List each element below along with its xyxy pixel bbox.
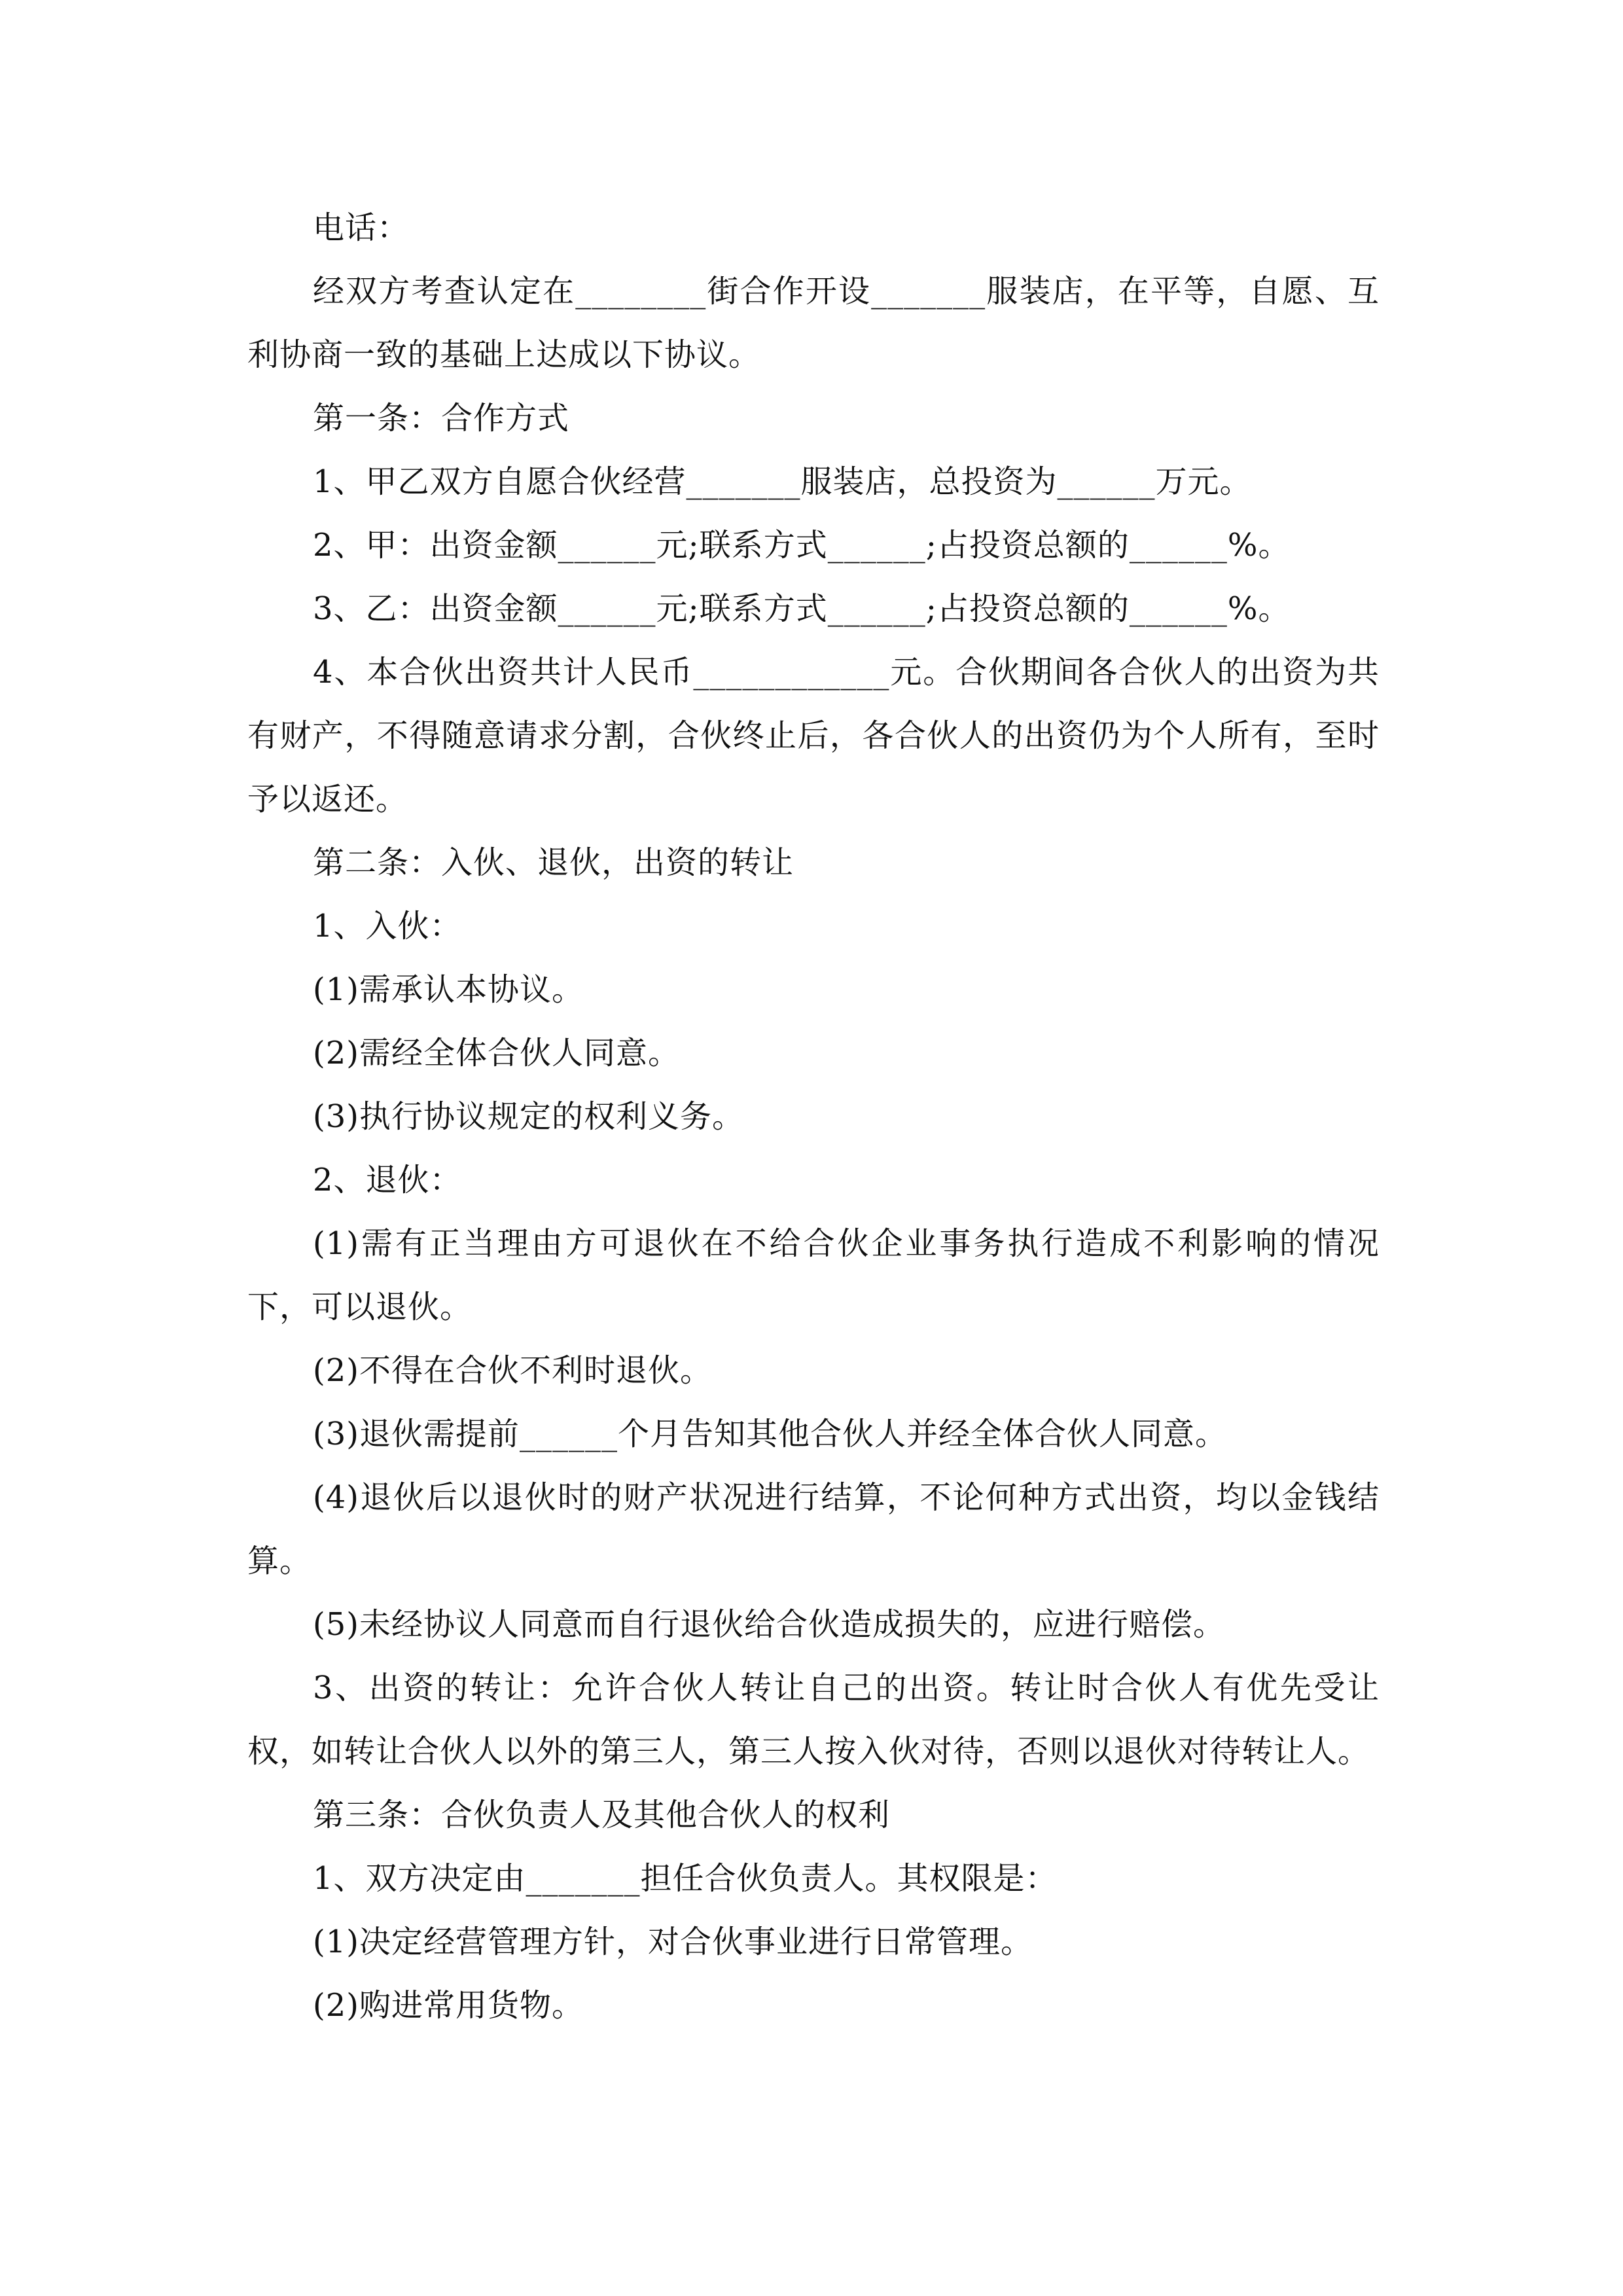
paragraph: (2)需经全体合伙人同意。 [313, 1035, 680, 1071]
paragraph-phone: 电话： [313, 209, 410, 246]
paragraph: (1)决定经营管理方针，对合伙事业进行日常管理。 [313, 1924, 1033, 1960]
paragraph: (2)不得在合伙不利时退伙。 [313, 1352, 712, 1389]
paragraph: (1)需承认本协议。 [313, 971, 584, 1008]
paragraph: (3)执行协议规定的权利义务。 [313, 1098, 744, 1135]
paragraph: 3、乙：出资金额______元;联系方式______;占投资总额的______%。 [313, 590, 1291, 627]
article-3-heading: 第三条：合伙负责人及其他合伙人的权利 [313, 1797, 891, 1833]
paragraph: 2、甲：出资金额______元;联系方式______;占投资总额的______%。 [313, 527, 1291, 564]
paragraph: 1、甲乙双方自愿合伙经营_______服装店，总投资为______万元。 [313, 463, 1252, 500]
document-body [247, 196, 1380, 2037]
paragraph: (1)需有正当理由方可退伙在不给合伙企业事务执行造成不利影响的情况下，可以退伙。 [247, 1225, 1380, 1325]
paragraph: (4)退伙后以退伙时的财产状况进行结算，不论何种方式出资，均以金钱结算。 [247, 1479, 1380, 1579]
article-2-heading: 第二条：入伙、退伙，出资的转让 [313, 844, 794, 881]
paragraph: (3)退伙需提前______个月告知其他合伙人并经全体合伙人同意。 [313, 1416, 1227, 1452]
paragraph: (2)购进常用货物。 [313, 1987, 584, 2024]
article-1-heading: 第一条：合作方式 [313, 400, 570, 437]
paragraph: 1、入伙： [313, 908, 462, 944]
paragraph: 2、退伙： [313, 1162, 462, 1198]
paragraph: 3、出资的转让：允许合伙人转让自己的出资。转让时合伙人有优先受让权，如转让合伙人以外的第三人，第三人按入伙对待，否则以退伙对待转让人。 [247, 1670, 1380, 1770]
paragraph: 1、双方决定由_______担任合伙负责人。其权限是： [313, 1860, 1058, 1897]
paragraph: 4、本合伙出资共计人民币____________元。合伙期间各合伙人的出资为共有财产，不得随意请求分割，合伙终止后，各合伙人的出资仍为个人所有，至时予以返还。 [247, 654, 1380, 817]
paragraph: (5)未经协议人同意而自行退伙给合伙造成损失的，应进行赔偿。 [313, 1606, 1225, 1643]
paragraph-intro: 经双方考查认定在________街合作开设_______服装店，在平等，自愿、互利协商一致的基础上达成以下协议。 [247, 273, 1380, 373]
